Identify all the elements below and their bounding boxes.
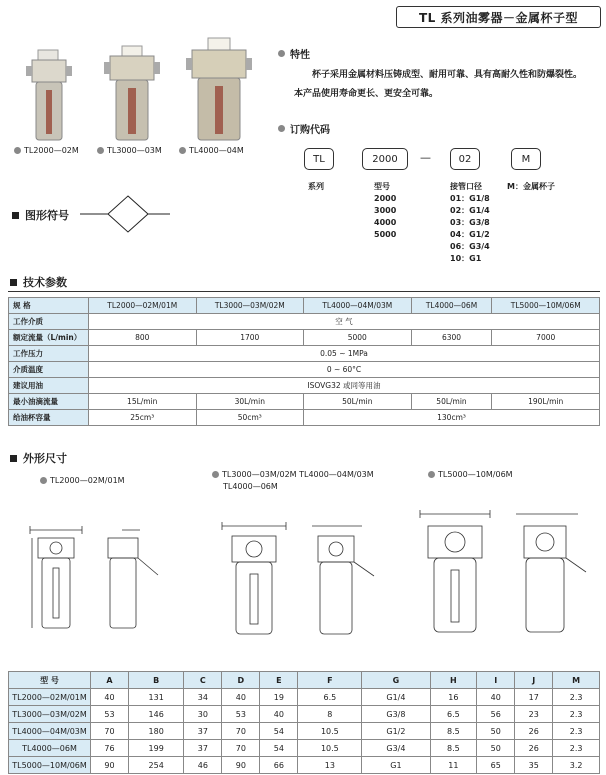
bullet-icon	[97, 147, 104, 154]
table-header-row: 型 号 A B C D E F G H I J M	[9, 672, 600, 689]
bullet-icon	[428, 471, 435, 478]
drawing-label-tl4000-06: TL4000—06M	[223, 482, 278, 491]
drawing-tl2000	[20, 520, 170, 640]
product-photo-tl4000	[186, 36, 252, 144]
drawing-label-tl2000: TL2000—02M/01M	[40, 476, 125, 485]
table-row: TL3000—03M/02M 53 146 30 53 40 8 G3/8 6.5 56 23 2.3	[9, 706, 600, 723]
lubricator-symbol-icon	[80, 194, 170, 234]
bullet-icon	[40, 477, 47, 484]
product-label-tl4000: TL4000—04M	[179, 146, 244, 155]
features-text: 杯子采用金属材料压铸成型、耐用可靠、具有高耐久性和防爆裂性。本产品使用寿命更长、更安全可靠。	[294, 70, 583, 99]
product-label-tl3000: TL3000—03M	[97, 146, 162, 155]
product-photo-tl3000	[104, 44, 160, 144]
bullet-icon	[14, 147, 21, 154]
cup-label: M：金属杯子	[507, 182, 555, 191]
page-title: TL 系列油雾器－金属杯子型	[396, 6, 601, 28]
features-heading: 特性	[278, 46, 310, 61]
series-label: 系列	[308, 182, 324, 191]
product-photo-tl2000	[24, 48, 76, 144]
bullet-icon	[179, 147, 186, 154]
drawing-label-tl5000: TL5000—10M/06M	[428, 470, 513, 479]
table-row: 工作压力 0.05 ~ 1MPa	[9, 346, 600, 362]
table-row: 建议用油 ISOVG32 或同等用油	[9, 378, 600, 394]
table-row: 介质温度 0 ~ 60°C	[9, 362, 600, 378]
drawing-label-tl3000-tl4000: TL3000—03M/02M TL4000—04M/03M	[212, 470, 374, 479]
code-box-port: 02	[450, 148, 480, 170]
table-row: 最小油滴流量 15L/min 30L/min 50L/min 50L/min 190L/min	[9, 394, 600, 410]
port-label: 接管口径 01：G1/8 02：G1/4 03：G3/8 04：G1/2 06：G3/4 10：G1	[450, 182, 490, 263]
code-box-cup: M	[511, 148, 541, 170]
table-row: 给油杯容量 25cm³ 50cm³ 130cm³	[9, 410, 600, 426]
table-row: 额定流量（L/min） 800 1700 5000 6300 7000	[9, 330, 600, 346]
order-code-heading: 订购代码	[278, 121, 330, 136]
table-row: 工作介质 空 气	[9, 314, 600, 330]
code-dash: —	[420, 151, 431, 164]
symbol-heading: 图形符号	[12, 207, 69, 223]
table-row: TL4000—06M 76 199 37 70 54 10.5 G3/4 8.5 50 26 2.3	[9, 740, 600, 757]
dimension-table	[8, 671, 600, 774]
square-bullet-icon	[10, 455, 17, 462]
tech-heading: 技术参数	[10, 274, 67, 290]
table-row: TL4000—04M/03M 70 180 37 70 54 10.5 G1/2 8.5 50 26 2.3	[9, 723, 600, 740]
table-header-row: 规 格 TL2000—02M/01M TL3000—03M/02M TL4000—04M/03M TL4000—06M TL5000—10M/06M	[9, 298, 600, 314]
tech-table	[8, 297, 600, 426]
table-row: TL5000—10M/06M 90 254 46 90 66 13 G1 11 65 35 3.2	[9, 757, 600, 774]
bullet-icon	[278, 50, 285, 57]
dims-heading: 外形尺寸	[10, 450, 67, 466]
product-label-tl2000: TL2000—02M	[14, 146, 79, 155]
code-box-series: TL	[304, 148, 334, 170]
code-box-model: 2000	[362, 148, 408, 170]
bullet-icon	[212, 471, 219, 478]
section-divider	[8, 291, 600, 292]
drawing-tl3000-tl4000	[212, 508, 382, 643]
table-row: TL2000—02M/01M 40 131 34 40 19 6.5 G1/4 16 40 17 2.3	[9, 689, 600, 706]
square-bullet-icon	[12, 212, 19, 219]
square-bullet-icon	[10, 279, 17, 286]
bullet-icon	[278, 125, 285, 132]
drawing-tl5000	[408, 500, 598, 645]
model-label: 型号 2000 3000 4000 5000	[374, 182, 397, 239]
